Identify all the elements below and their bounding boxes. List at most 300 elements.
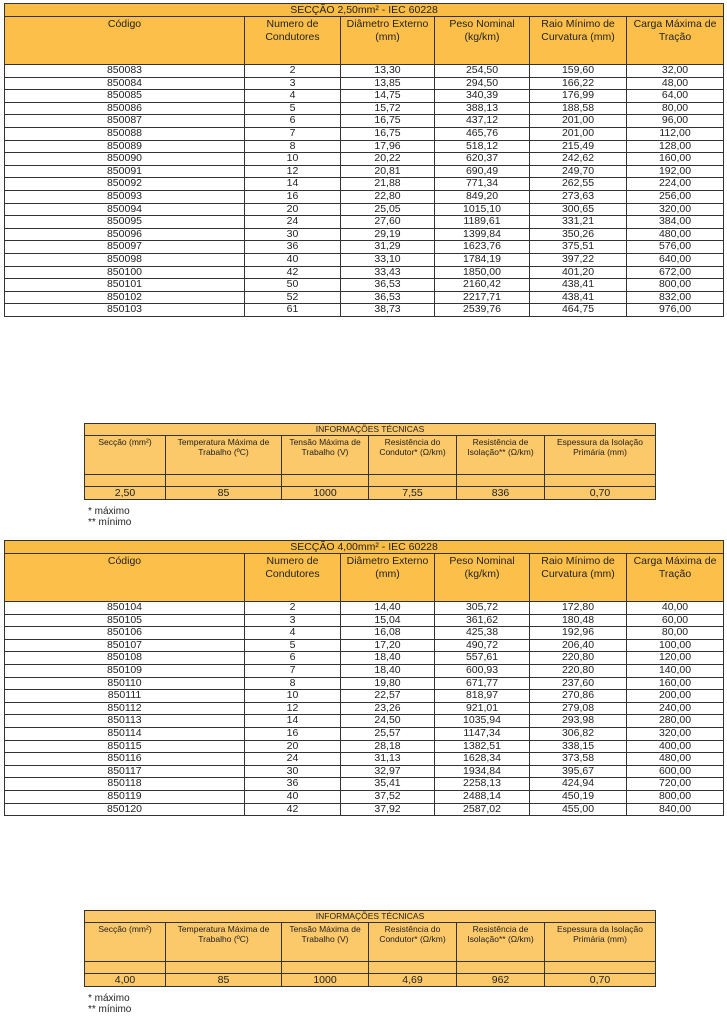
cell-carga: 120,00: [627, 652, 724, 665]
info-header: Resistência de Isolação** (Ω/km): [457, 436, 545, 475]
info-spacer: [545, 962, 656, 974]
cell-codigo: 850092: [5, 178, 245, 191]
info-header: Resistência do Condutor* (Ω/km): [369, 436, 457, 475]
cell-condutores: 10: [245, 153, 341, 166]
cell-raio: 438,41: [530, 291, 627, 304]
column-header-raio: Raio Mínimo de Curvatura (mm): [530, 17, 627, 65]
cell-condutores: 5: [245, 639, 341, 652]
cell-raio: 373,58: [530, 753, 627, 766]
info-value: 962: [457, 974, 545, 987]
cell-codigo: 850083: [5, 65, 245, 78]
cell-peso: 600,93: [435, 664, 530, 677]
cell-peso: 2160,42: [435, 279, 530, 292]
cell-diametro: 25,57: [341, 727, 435, 740]
table-row: [5, 153, 724, 166]
cell-condutores: 2: [245, 65, 341, 78]
cell-carga: 112,00: [627, 127, 724, 140]
cell-peso: 1189,61: [435, 216, 530, 229]
info-spacer: [282, 475, 369, 487]
cell-peso: 1628,34: [435, 753, 530, 766]
cell-codigo: 850119: [5, 790, 245, 803]
cell-diametro: 33,10: [341, 253, 435, 266]
table-row: [5, 115, 724, 128]
cell-condutores: 30: [245, 228, 341, 241]
cell-diametro: 22,80: [341, 190, 435, 203]
cell-raio: 455,00: [530, 803, 627, 816]
cell-condutores: 24: [245, 216, 341, 229]
column-header-raio: Raio Mínimo de Curvatura (mm): [530, 554, 627, 602]
column-header-peso: Peso Nominal (kg/km): [435, 554, 530, 602]
cell-carga: 480,00: [627, 228, 724, 241]
cell-codigo: 850097: [5, 241, 245, 254]
cell-codigo: 850091: [5, 165, 245, 178]
table-row: [5, 203, 724, 216]
cell-raio: 176,99: [530, 90, 627, 103]
cell-diametro: 32,97: [341, 765, 435, 778]
table-row: [5, 77, 724, 90]
cell-raio: 401,20: [530, 266, 627, 279]
info-value: 1000: [282, 974, 369, 987]
table-row: [5, 652, 724, 665]
cell-diametro: 31,13: [341, 753, 435, 766]
info-spacer: [282, 962, 369, 974]
info-spacer: [166, 475, 282, 487]
cell-diametro: 31,29: [341, 241, 435, 254]
cell-condutores: 3: [245, 614, 341, 627]
info-header: Espessura da Isolação Primária (mm): [545, 923, 656, 962]
cell-diametro: 22,57: [341, 690, 435, 703]
cell-carga: 832,00: [627, 291, 724, 304]
cell-condutores: 7: [245, 127, 341, 140]
info-title: INFORMAÇÕES TÉCNICAS: [85, 424, 656, 436]
cell-raio: 331,21: [530, 216, 627, 229]
info-header: Resistência de Isolação** (Ω/km): [457, 923, 545, 962]
cell-peso: 1382,51: [435, 740, 530, 753]
cell-diametro: 20,22: [341, 153, 435, 166]
cell-carga: 384,00: [627, 216, 724, 229]
cell-codigo: 850111: [5, 690, 245, 703]
cell-carga: 40,00: [627, 602, 724, 615]
cell-carga: 100,00: [627, 639, 724, 652]
cell-peso: 2539,76: [435, 304, 530, 317]
cell-raio: 206,40: [530, 639, 627, 652]
column-header-diametro: Diâmetro Externo (mm): [341, 554, 435, 602]
cell-codigo: 850108: [5, 652, 245, 665]
cell-diametro: 27,60: [341, 216, 435, 229]
column-header-diametro: Diâmetro Externo (mm): [341, 17, 435, 65]
cell-peso: 1399,84: [435, 228, 530, 241]
cell-peso: 557,61: [435, 652, 530, 665]
cell-carga: 640,00: [627, 253, 724, 266]
info-spacer: [457, 962, 545, 974]
cell-condutores: 4: [245, 90, 341, 103]
cell-raio: 438,41: [530, 279, 627, 292]
cell-carga: 224,00: [627, 178, 724, 191]
cell-diametro: 29,19: [341, 228, 435, 241]
cell-peso: 1035,94: [435, 715, 530, 728]
cell-codigo: 850117: [5, 765, 245, 778]
footnote: ** mínimo: [88, 1004, 132, 1015]
cell-condutores: 20: [245, 203, 341, 216]
table-row: [5, 65, 724, 78]
cell-carga: 576,00: [627, 241, 724, 254]
cell-diametro: 23,26: [341, 702, 435, 715]
cell-diametro: 37,52: [341, 790, 435, 803]
footnote: * máximo: [88, 506, 130, 517]
column-header-peso: Peso Nominal (kg/km): [435, 17, 530, 65]
cell-condutores: 30: [245, 765, 341, 778]
cell-condutores: 50: [245, 279, 341, 292]
info-header: Tensão Máxima de Trabalho (V): [282, 923, 369, 962]
cell-raio: 201,00: [530, 115, 627, 128]
cell-raio: 242,62: [530, 153, 627, 166]
info-value: 85: [166, 487, 282, 500]
cell-carga: 192,00: [627, 165, 724, 178]
cell-codigo: 850085: [5, 90, 245, 103]
info-spacer: [369, 475, 457, 487]
cell-raio: 300,65: [530, 203, 627, 216]
info-value: 1000: [282, 487, 369, 500]
cell-raio: 249,70: [530, 165, 627, 178]
cell-condutores: 42: [245, 803, 341, 816]
cell-carga: 240,00: [627, 702, 724, 715]
cell-diametro: 18,40: [341, 664, 435, 677]
cell-carga: 60,00: [627, 614, 724, 627]
cell-carga: 280,00: [627, 715, 724, 728]
cell-peso: 849,20: [435, 190, 530, 203]
table-row: [5, 627, 724, 640]
table-row: [5, 677, 724, 690]
info-spacer: [166, 962, 282, 974]
table-row: [5, 639, 724, 652]
table-row: [5, 790, 724, 803]
cell-raio: 159,60: [530, 65, 627, 78]
cell-condutores: 40: [245, 253, 341, 266]
cell-codigo: 850100: [5, 266, 245, 279]
cell-codigo: 850115: [5, 740, 245, 753]
table-row: [5, 266, 724, 279]
cell-codigo: 850107: [5, 639, 245, 652]
cell-codigo: 850089: [5, 140, 245, 153]
cable-table-section-1: [4, 540, 724, 816]
cell-condutores: 36: [245, 778, 341, 791]
cell-peso: 294,50: [435, 77, 530, 90]
cell-carga: 320,00: [627, 203, 724, 216]
cell-condutores: 7: [245, 664, 341, 677]
cell-codigo: 850103: [5, 304, 245, 317]
cell-carga: 80,00: [627, 627, 724, 640]
cell-peso: 2587,02: [435, 803, 530, 816]
section-title: SECÇÃO 2,50mm² - IEC 60228: [5, 4, 724, 17]
cell-codigo: 850112: [5, 702, 245, 715]
cell-condutores: 14: [245, 715, 341, 728]
info-value: 4,69: [369, 974, 457, 987]
cell-condutores: 6: [245, 115, 341, 128]
cell-carga: 600,00: [627, 765, 724, 778]
table-row: [5, 241, 724, 254]
cell-condutores: 3: [245, 77, 341, 90]
cell-peso: 620,37: [435, 153, 530, 166]
cell-carga: 480,00: [627, 753, 724, 766]
cell-codigo: 850118: [5, 778, 245, 791]
cell-carga: 320,00: [627, 727, 724, 740]
cell-raio: 338,15: [530, 740, 627, 753]
cell-diametro: 38,73: [341, 304, 435, 317]
cell-raio: 464,75: [530, 304, 627, 317]
cell-peso: 361,62: [435, 614, 530, 627]
cell-diametro: 17,96: [341, 140, 435, 153]
cell-diametro: 19,80: [341, 677, 435, 690]
table-row: [5, 90, 724, 103]
cell-diametro: 28,18: [341, 740, 435, 753]
cell-carga: 800,00: [627, 279, 724, 292]
cell-carga: 672,00: [627, 266, 724, 279]
cell-condutores: 12: [245, 702, 341, 715]
table-row: [5, 216, 724, 229]
cell-diametro: 14,40: [341, 602, 435, 615]
cell-carga: 256,00: [627, 190, 724, 203]
cell-carga: 800,00: [627, 790, 724, 803]
cell-diametro: 33,43: [341, 266, 435, 279]
technical-info-table-0: [84, 423, 656, 500]
cable-table-section-0: [4, 3, 724, 317]
cell-carga: 64,00: [627, 90, 724, 103]
cell-peso: 818,97: [435, 690, 530, 703]
table-row: [5, 190, 724, 203]
info-spacer: [85, 475, 166, 487]
cell-raio: 350,26: [530, 228, 627, 241]
info-value: 836: [457, 487, 545, 500]
footnotes: [88, 993, 131, 1015]
cell-peso: 2217,71: [435, 291, 530, 304]
cell-codigo: 850084: [5, 77, 245, 90]
cell-raio: 270,86: [530, 690, 627, 703]
cell-raio: 450,19: [530, 790, 627, 803]
cell-codigo: 850116: [5, 753, 245, 766]
cell-carga: 200,00: [627, 690, 724, 703]
table-row: [5, 291, 724, 304]
cell-peso: 490,72: [435, 639, 530, 652]
table-row: [5, 727, 724, 740]
table-row: [5, 127, 724, 140]
cell-raio: 262,55: [530, 178, 627, 191]
cell-raio: 293,98: [530, 715, 627, 728]
cell-codigo: 850093: [5, 190, 245, 203]
cell-diametro: 24,50: [341, 715, 435, 728]
table-row: [5, 140, 724, 153]
cell-diametro: 35,41: [341, 778, 435, 791]
cell-peso: 2488,14: [435, 790, 530, 803]
cell-condutores: 20: [245, 740, 341, 753]
cell-codigo: 850110: [5, 677, 245, 690]
info-header: Secção (mm²): [85, 923, 166, 962]
table-row: [5, 102, 724, 115]
cell-carga: 840,00: [627, 803, 724, 816]
cell-raio: 220,80: [530, 664, 627, 677]
cell-raio: 220,80: [530, 652, 627, 665]
cell-condutores: 40: [245, 790, 341, 803]
column-header-condutores: Numero de Condutores: [245, 17, 341, 65]
table-row: [5, 690, 724, 703]
cell-condutores: 4: [245, 627, 341, 640]
cell-peso: 671,77: [435, 677, 530, 690]
cell-diametro: 15,72: [341, 102, 435, 115]
table-row: [5, 778, 724, 791]
cell-raio: 279,08: [530, 702, 627, 715]
info-value: 0,70: [545, 487, 656, 500]
info-header: Temperatura Máxima de Trabalho (ºC): [166, 923, 282, 962]
cell-condutores: 61: [245, 304, 341, 317]
column-header-condutores: Numero de Condutores: [245, 554, 341, 602]
info-value: 7,55: [369, 487, 457, 500]
table-row: [5, 664, 724, 677]
column-header-codigo: Código: [5, 17, 245, 65]
footnotes: [88, 506, 131, 528]
cell-codigo: 850114: [5, 727, 245, 740]
cell-raio: 215,49: [530, 140, 627, 153]
info-header: Secção (mm²): [85, 436, 166, 475]
cell-codigo: 850105: [5, 614, 245, 627]
table-row: [5, 740, 724, 753]
cell-raio: 306,82: [530, 727, 627, 740]
cell-peso: 690,49: [435, 165, 530, 178]
cell-peso: 388,13: [435, 102, 530, 115]
table-row: [5, 253, 724, 266]
cell-diametro: 36,53: [341, 279, 435, 292]
cell-raio: 424,94: [530, 778, 627, 791]
technical-info-table-1: [84, 910, 656, 987]
cell-diametro: 13,85: [341, 77, 435, 90]
cell-condutores: 36: [245, 241, 341, 254]
cell-peso: 1934,84: [435, 765, 530, 778]
cell-carga: 48,00: [627, 77, 724, 90]
info-spacer: [457, 475, 545, 487]
cell-carga: 140,00: [627, 664, 724, 677]
cell-condutores: 8: [245, 677, 341, 690]
table-row: [5, 614, 724, 627]
cell-peso: 465,76: [435, 127, 530, 140]
cell-carga: 128,00: [627, 140, 724, 153]
cell-diametro: 20,81: [341, 165, 435, 178]
table-row: [5, 165, 724, 178]
info-value: 85: [166, 974, 282, 987]
table-row: [5, 753, 724, 766]
table-row: [5, 803, 724, 816]
cell-codigo: 850101: [5, 279, 245, 292]
table-row: [5, 228, 724, 241]
cell-raio: 273,63: [530, 190, 627, 203]
footnote: ** mínimo: [88, 517, 132, 528]
cell-carga: 400,00: [627, 740, 724, 753]
cell-condutores: 12: [245, 165, 341, 178]
info-header: Tensão Máxima de Trabalho (V): [282, 436, 369, 475]
column-header-carga: Carga Máxima de Tração: [627, 17, 724, 65]
table-row: [5, 602, 724, 615]
cell-condutores: 42: [245, 266, 341, 279]
cell-condutores: 10: [245, 690, 341, 703]
cell-diametro: 16,75: [341, 115, 435, 128]
info-spacer: [85, 962, 166, 974]
cell-condutores: 6: [245, 652, 341, 665]
cell-carga: 80,00: [627, 102, 724, 115]
cell-condutores: 52: [245, 291, 341, 304]
cell-diametro: 16,75: [341, 127, 435, 140]
cell-raio: 395,67: [530, 765, 627, 778]
cell-carga: 32,00: [627, 65, 724, 78]
cell-codigo: 850094: [5, 203, 245, 216]
cell-raio: 375,51: [530, 241, 627, 254]
cell-peso: 1015,10: [435, 203, 530, 216]
info-header: Temperatura Máxima de Trabalho (ºC): [166, 436, 282, 475]
cell-diametro: 15,04: [341, 614, 435, 627]
cell-peso: 340,39: [435, 90, 530, 103]
cell-peso: 921,01: [435, 702, 530, 715]
cell-raio: 201,00: [530, 127, 627, 140]
cell-codigo: 850113: [5, 715, 245, 728]
cell-condutores: 8: [245, 140, 341, 153]
cell-raio: 180,48: [530, 614, 627, 627]
cell-condutores: 24: [245, 753, 341, 766]
cell-peso: 771,34: [435, 178, 530, 191]
info-header: Espessura da Isolação Primária (mm): [545, 436, 656, 475]
cell-condutores: 5: [245, 102, 341, 115]
cell-raio: 192,96: [530, 627, 627, 640]
cell-peso: 1784,19: [435, 253, 530, 266]
cell-carga: 720,00: [627, 778, 724, 791]
cell-peso: 254,50: [435, 65, 530, 78]
cell-codigo: 850120: [5, 803, 245, 816]
cell-raio: 237,60: [530, 677, 627, 690]
cell-raio: 172,80: [530, 602, 627, 615]
table-row: [5, 279, 724, 292]
cell-diametro: 16,08: [341, 627, 435, 640]
table-row: [5, 715, 724, 728]
cell-condutores: 16: [245, 190, 341, 203]
cell-carga: 160,00: [627, 153, 724, 166]
info-spacer: [545, 475, 656, 487]
info-title: INFORMAÇÕES TÉCNICAS: [85, 911, 656, 923]
cell-codigo: 850098: [5, 253, 245, 266]
column-header-carga: Carga Máxima de Tração: [627, 554, 724, 602]
info-value: 4,00: [85, 974, 166, 987]
cell-diametro: 17,20: [341, 639, 435, 652]
cell-codigo: 850096: [5, 228, 245, 241]
cell-carga: 160,00: [627, 677, 724, 690]
info-spacer: [369, 962, 457, 974]
cell-peso: 518,12: [435, 140, 530, 153]
cell-diametro: 21,88: [341, 178, 435, 191]
cell-condutores: 16: [245, 727, 341, 740]
footnote: * máximo: [88, 993, 130, 1004]
cell-peso: 305,72: [435, 602, 530, 615]
cell-diametro: 36,53: [341, 291, 435, 304]
cell-raio: 188,58: [530, 102, 627, 115]
info-value: 0,70: [545, 974, 656, 987]
cell-codigo: 850090: [5, 153, 245, 166]
info-value: 2,50: [85, 487, 166, 500]
section-title: SECÇÃO 4,00mm² - IEC 60228: [5, 541, 724, 554]
table-row: [5, 178, 724, 191]
table-row: [5, 304, 724, 317]
cell-codigo: 850109: [5, 664, 245, 677]
cell-carga: 976,00: [627, 304, 724, 317]
cell-diametro: 18,40: [341, 652, 435, 665]
cell-codigo: 850106: [5, 627, 245, 640]
cell-codigo: 850095: [5, 216, 245, 229]
cell-codigo: 850088: [5, 127, 245, 140]
cell-peso: 1850,00: [435, 266, 530, 279]
info-header: Resistência do Condutor* (Ω/km): [369, 923, 457, 962]
